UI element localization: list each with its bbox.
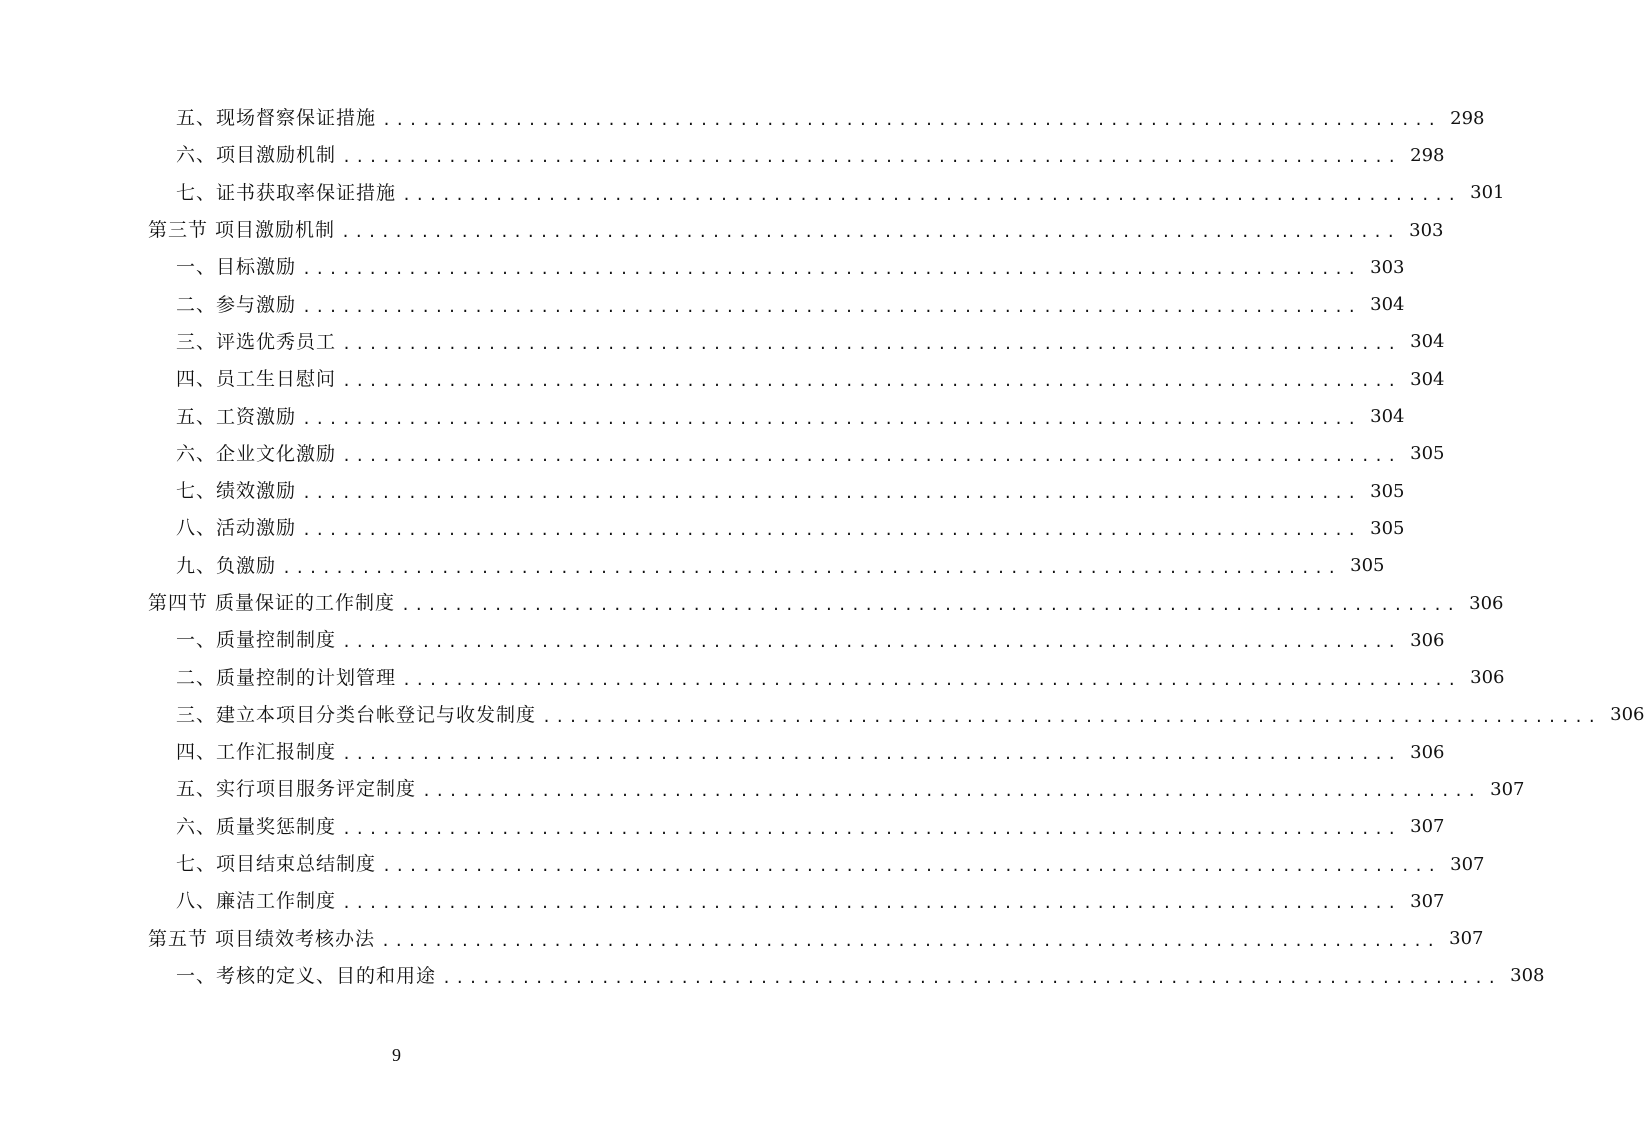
toc-entry-title: 一、考核的定义、目的和用途 bbox=[176, 964, 437, 987]
toc-entry-title: 八、活动激励 bbox=[176, 517, 297, 540]
toc-dot-leader: ................................................................................ bbox=[342, 446, 1401, 465]
toc-entry-page: 306 bbox=[1410, 741, 1445, 763]
toc-entry-title: 七、项目结束总结制度 bbox=[176, 853, 377, 876]
toc-dot-leader: ................................................................................ bbox=[342, 334, 1401, 353]
toc-entry-title: 九、负激励 bbox=[176, 554, 277, 577]
toc-entry-title: 二、参与激励 bbox=[176, 293, 297, 316]
toc-subsection-entry bbox=[0, 622, 1445, 659]
toc-dot-leader: ................................................................................ bbox=[302, 484, 1361, 503]
toc-dot-leader: ................................................................................ bbox=[342, 633, 1401, 652]
toc-section-entry bbox=[0, 212, 1444, 249]
toc-subsection-entry bbox=[0, 548, 1385, 585]
toc-entry-title: 三、建立本项目分类台帐登记与收发制度 bbox=[176, 703, 537, 726]
toc-subsection-entry bbox=[0, 137, 1445, 174]
toc-entry-page: 298 bbox=[1410, 144, 1445, 166]
toc-entry-title: 第四节 质量保证的工作制度 bbox=[148, 592, 396, 614]
toc-dot-leader: ................................................................................ bbox=[382, 857, 1441, 876]
toc-subsection-entry bbox=[0, 809, 1445, 846]
toc-entry-page: 304 bbox=[1410, 368, 1445, 390]
toc-entry-page: 306 bbox=[1469, 592, 1504, 614]
toc-entry-page: 305 bbox=[1350, 555, 1385, 577]
toc-entry-title: 五、现场督察保证措施 bbox=[176, 107, 377, 130]
toc-entry-page: 307 bbox=[1449, 928, 1484, 950]
toc-subsection-entry bbox=[0, 398, 1405, 435]
toc-dot-leader: ................................................................................ bbox=[302, 297, 1361, 316]
toc-subsection-entry bbox=[0, 324, 1445, 361]
toc-dot-leader: ................................................................................ bbox=[302, 409, 1361, 428]
toc-entry-page: 306 bbox=[1410, 629, 1445, 651]
toc-subsection-entry bbox=[0, 361, 1445, 398]
toc-entry-title: 六、企业文化激励 bbox=[176, 442, 337, 465]
toc-dot-leader: ................................................................................ bbox=[342, 745, 1401, 764]
toc-entry-title: 七、证书获取率保证措施 bbox=[176, 181, 397, 204]
toc-entry-page: 303 bbox=[1409, 219, 1444, 241]
toc-entry-page: 306 bbox=[1470, 667, 1505, 689]
toc-entry-page: 304 bbox=[1370, 406, 1405, 428]
toc-entry-page: 301 bbox=[1470, 182, 1505, 204]
toc-subsection-entry bbox=[0, 249, 1405, 286]
toc-dot-leader: ................................................................................ bbox=[342, 148, 1401, 167]
toc-subsection-entry bbox=[0, 734, 1445, 771]
toc-entry-page: 304 bbox=[1370, 294, 1405, 316]
toc-entry-title: 一、质量控制制度 bbox=[176, 629, 337, 652]
toc-entry-title: 四、员工生日慰问 bbox=[176, 368, 337, 391]
toc-subsection-entry bbox=[0, 846, 1485, 883]
toc-section-entry bbox=[0, 585, 1504, 622]
toc-dot-leader: ................................................................................ bbox=[402, 185, 1461, 204]
toc-entry-title: 第五节 项目绩效考核办法 bbox=[148, 927, 376, 950]
page-number: 9 bbox=[392, 1045, 401, 1065]
toc-entry-title: 七、绩效激励 bbox=[176, 480, 297, 503]
toc-subsection-entry bbox=[0, 473, 1405, 510]
toc-entry-title: 二、质量控制的计划管理 bbox=[176, 666, 397, 689]
toc-entry-page: 307 bbox=[1450, 853, 1485, 875]
toc-dot-leader: ................................................................................ bbox=[381, 931, 1440, 950]
toc-entry-title: 五、实行项目服务评定制度 bbox=[176, 778, 417, 801]
toc-dot-leader: ................................................................................ bbox=[282, 558, 1341, 577]
toc-entry-title: 六、质量奖惩制度 bbox=[176, 815, 337, 838]
toc-dot-leader: ................................................................................ bbox=[542, 707, 1601, 726]
toc-entry-title: 五、工资激励 bbox=[176, 405, 297, 428]
toc-dot-leader: ................................................................................ bbox=[401, 596, 1460, 614]
toc-dot-leader: ................................................................................ bbox=[402, 670, 1461, 689]
toc-entry-page: 307 bbox=[1410, 816, 1445, 838]
toc-entry-page: 298 bbox=[1450, 107, 1485, 129]
toc-subsection-entry bbox=[0, 100, 1485, 137]
toc-entry-page: 303 bbox=[1370, 256, 1405, 278]
toc-entry-title: 四、工作汇报制度 bbox=[176, 741, 337, 764]
toc-entry-page: 304 bbox=[1410, 331, 1445, 353]
toc-dot-leader: ................................................................................ bbox=[442, 968, 1501, 987]
toc-entry-page: 305 bbox=[1370, 480, 1405, 502]
toc-subsection-entry bbox=[0, 697, 1644, 734]
toc-subsection-entry bbox=[0, 958, 1545, 995]
toc-dot-leader: ................................................................................ bbox=[302, 260, 1361, 279]
toc-entry-page: 305 bbox=[1410, 443, 1445, 465]
toc-entry-page: 306 bbox=[1610, 704, 1644, 726]
toc-dot-leader: ................................................................................ bbox=[302, 521, 1361, 540]
toc-dot-leader: ................................................................................ bbox=[342, 819, 1401, 838]
toc-dot-leader: ................................................................................ bbox=[342, 372, 1401, 391]
toc-entry-title: 第三节 项目激励机制 bbox=[148, 219, 336, 242]
toc-subsection-entry bbox=[0, 771, 1525, 808]
toc-entry-title: 八、廉洁工作制度 bbox=[176, 890, 337, 913]
toc-entry-title: 一、目标激励 bbox=[176, 256, 297, 279]
toc-dot-leader: ................................................................................ bbox=[342, 894, 1401, 913]
toc-entry-title: 三、评选优秀员工 bbox=[176, 330, 337, 353]
table-of-contents bbox=[0, 100, 1644, 995]
toc-subsection-entry bbox=[0, 175, 1505, 212]
toc-dot-leader: ................................................................................ bbox=[382, 111, 1441, 130]
toc-dot-leader: ................................................................................ bbox=[422, 782, 1481, 801]
toc-section-entry bbox=[0, 921, 1484, 958]
toc-subsection-entry bbox=[0, 659, 1505, 696]
toc-entry-title: 六、项目激励机制 bbox=[176, 144, 337, 167]
toc-entry-page: 305 bbox=[1370, 517, 1405, 539]
toc-subsection-entry bbox=[0, 286, 1405, 323]
toc-entry-page: 308 bbox=[1510, 965, 1545, 987]
toc-entry-page: 307 bbox=[1490, 778, 1525, 800]
toc-subsection-entry bbox=[0, 883, 1445, 920]
toc-entry-page: 307 bbox=[1410, 890, 1445, 912]
toc-subsection-entry bbox=[0, 436, 1445, 473]
toc-dot-leader: ................................................................................ bbox=[341, 223, 1400, 242]
toc-subsection-entry bbox=[0, 510, 1405, 547]
